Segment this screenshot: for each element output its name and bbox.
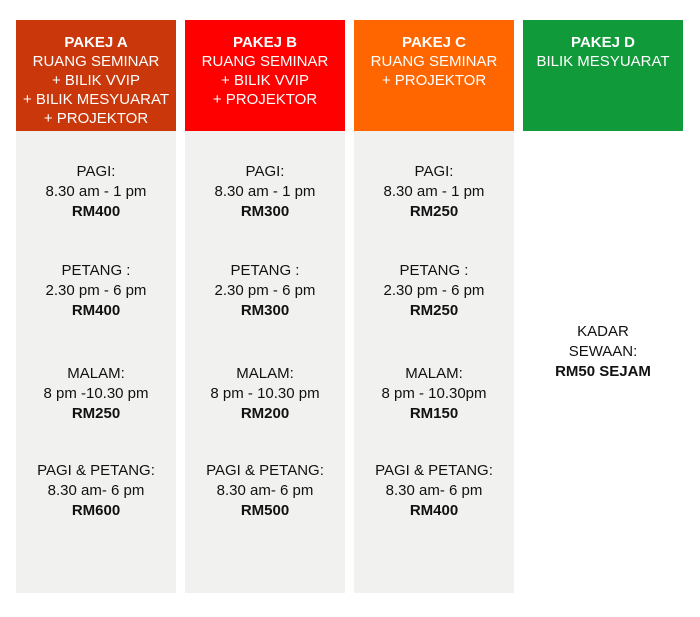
package-d-body	[523, 131, 683, 593]
package-a-header	[16, 20, 176, 131]
slot-time: 8.30 am- 6 pm	[47, 482, 145, 499]
package-d-rate	[523, 322, 683, 382]
slot-time: 8.30 am - 1 pm	[383, 183, 485, 200]
slot-label: PAGI & PETANG:	[37, 462, 155, 479]
package-c-column	[354, 20, 514, 593]
slot-price: RM600	[71, 502, 121, 519]
package-b-column	[185, 20, 345, 593]
slot-price: RM200	[240, 405, 290, 422]
package-a-slot-petang	[16, 261, 176, 321]
slot-label: PAGI:	[76, 163, 116, 180]
slot-time: 8.30 am - 1 pm	[214, 183, 316, 200]
package-b-title: PAKEJ B	[233, 34, 297, 51]
slot-price: RM300	[240, 302, 290, 319]
package-c-title: PAKEJ C	[402, 34, 466, 51]
package-c-subtitle: RUANG SEMINAR + PROJEKTOR	[370, 53, 498, 89]
package-a-subtitle: RUANG SEMINAR + BILIK VVIP + BILIK MESYUARAT + PROJEKTOR	[22, 53, 169, 127]
rate-label: SEWAAN:	[568, 343, 638, 360]
slot-label: PAGI:	[245, 163, 285, 180]
slot-label: MALAM:	[405, 365, 463, 382]
slot-price: RM400	[409, 502, 459, 519]
slot-price: RM250	[409, 203, 459, 220]
package-c-body	[354, 131, 514, 593]
slot-label: PETANG :	[61, 262, 131, 279]
package-b-slot-pagi-petang	[185, 461, 345, 521]
package-a-slot-pagi-petang	[16, 461, 176, 521]
package-b-slot-petang	[185, 261, 345, 321]
slot-time: 8.30 am- 6 pm	[216, 482, 314, 499]
package-b-subtitle: RUANG SEMINAR + BILIK VVIP + PROJEKTOR	[201, 53, 329, 108]
slot-time: 2.30 pm - 6 pm	[45, 282, 147, 299]
package-c-header	[354, 20, 514, 131]
package-d-title: PAKEJ D	[571, 34, 635, 51]
package-a-slot-malam	[16, 364, 176, 424]
slot-label: PETANG :	[230, 262, 300, 279]
slot-time: 8.30 am- 6 pm	[385, 482, 483, 499]
slot-label: MALAM:	[236, 365, 294, 382]
slot-price: RM500	[240, 502, 290, 519]
package-b-slot-malam	[185, 364, 345, 424]
slot-label: PAGI:	[414, 163, 454, 180]
slot-time: 2.30 pm - 6 pm	[383, 282, 485, 299]
package-b-header	[185, 20, 345, 131]
slot-price: RM250	[71, 405, 121, 422]
slot-label: PAGI & PETANG:	[206, 462, 324, 479]
slot-price: RM400	[71, 203, 121, 220]
package-a-column	[16, 20, 176, 593]
package-a-title: PAKEJ A	[64, 34, 128, 51]
package-d-subtitle: BILIK MESYUARAT	[536, 53, 670, 70]
package-b-body	[185, 131, 345, 593]
package-a-body	[16, 131, 176, 593]
rate-price: RM50 SEJAM	[555, 363, 651, 380]
slot-label: PETANG :	[399, 262, 469, 279]
package-c-slot-petang	[354, 261, 514, 321]
slot-time: 2.30 pm - 6 pm	[214, 282, 316, 299]
slot-price: RM400	[71, 302, 121, 319]
slot-label: PAGI & PETANG:	[375, 462, 493, 479]
package-d-header	[523, 20, 683, 131]
slot-label: MALAM:	[67, 365, 125, 382]
package-b-slot-pagi	[185, 162, 345, 222]
package-a-slot-pagi	[16, 162, 176, 222]
package-c-slot-pagi-petang	[354, 461, 514, 521]
package-c-slot-malam	[354, 364, 514, 424]
slot-time: 8 pm - 10.30 pm	[210, 385, 320, 402]
slot-price: RM300	[240, 203, 290, 220]
rate-label: KADAR	[577, 323, 629, 340]
package-d-column	[523, 20, 683, 593]
package-c-slot-pagi	[354, 162, 514, 222]
slot-time: 8.30 am - 1 pm	[45, 183, 147, 200]
slot-price: RM250	[409, 302, 459, 319]
slot-time: 8 pm -10.30 pm	[43, 385, 149, 402]
slot-time: 8 pm - 10.30pm	[381, 385, 487, 402]
slot-price: RM150	[409, 405, 459, 422]
